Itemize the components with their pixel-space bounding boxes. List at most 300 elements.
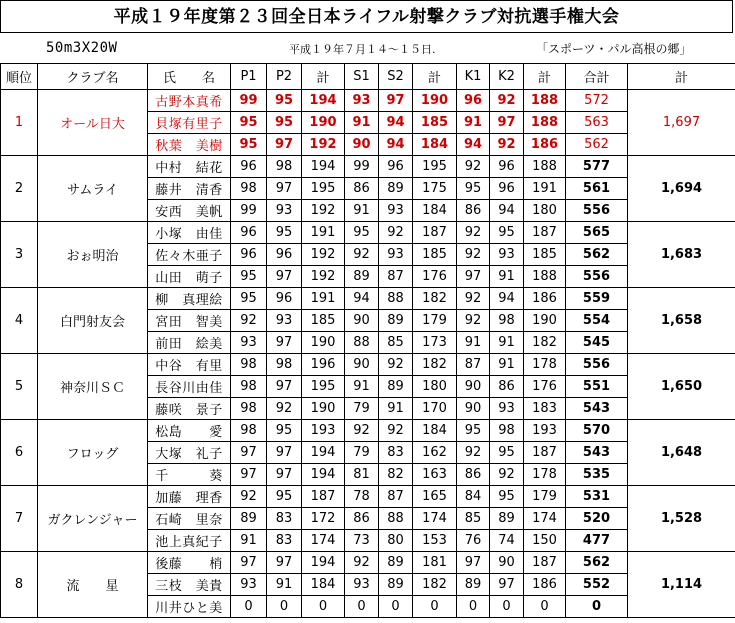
team-total: 1,697 — [628, 90, 735, 156]
score-st: 153 — [413, 530, 457, 552]
score-total: 554 — [566, 310, 628, 332]
score-pt: 174 — [302, 530, 345, 552]
score-p2: 95 — [267, 112, 302, 134]
score-st: 182 — [413, 354, 457, 376]
header-k1: K1 — [457, 64, 490, 90]
club-name: 神奈川ＳＣ — [38, 354, 148, 420]
score-k1: 86 — [457, 200, 490, 222]
score-s1: 94 — [345, 288, 379, 310]
score-p2: 97 — [267, 134, 302, 156]
score-k2: 93 — [490, 244, 524, 266]
score-pt: 195 — [302, 376, 345, 398]
score-p1: 98 — [231, 354, 267, 376]
score-kt: 150 — [524, 530, 566, 552]
score-s1: 88 — [345, 332, 379, 354]
score-s2: 88 — [379, 288, 413, 310]
score-s2: 93 — [379, 200, 413, 222]
event-venue: 「スポーツ・パル高根の郷」 — [536, 42, 692, 56]
header-rank: 順位 — [1, 64, 38, 90]
score-s2: 88 — [379, 508, 413, 530]
score-k2: 95 — [490, 486, 524, 508]
score-p2: 98 — [267, 354, 302, 376]
score-pt: 172 — [302, 508, 345, 530]
score-pt: 194 — [302, 552, 345, 574]
score-pt: 190 — [302, 332, 345, 354]
shooter-name: 三枝 美貴 — [148, 574, 231, 596]
header-team-total: 計 — [628, 64, 735, 90]
score-s1: 90 — [345, 134, 379, 156]
team-total: 1,650 — [628, 354, 735, 420]
score-total: 559 — [566, 288, 628, 310]
header-name: 氏 名 — [148, 64, 231, 90]
score-kt: 188 — [524, 112, 566, 134]
score-pt: 187 — [302, 486, 345, 508]
score-kt: 179 — [524, 486, 566, 508]
score-k1: 97 — [457, 552, 490, 574]
score-kt: 187 — [524, 222, 566, 244]
score-k2: 97 — [490, 112, 524, 134]
score-k1: 92 — [457, 156, 490, 178]
team-rank: 8 — [1, 552, 38, 618]
score-s1: 93 — [345, 574, 379, 596]
team-rank: 1 — [1, 90, 38, 156]
score-k2: 91 — [490, 332, 524, 354]
score-st: 184 — [413, 420, 457, 442]
club-name: サムライ — [38, 156, 148, 222]
shooter-name: 千 葵 — [148, 464, 231, 486]
score-k2: 94 — [490, 200, 524, 222]
shooter-name: 池上真紀子 — [148, 530, 231, 552]
score-k2: 96 — [490, 178, 524, 200]
score-st: 179 — [413, 310, 457, 332]
score-k1: 85 — [457, 508, 490, 530]
score-s2: 0 — [379, 596, 413, 618]
team-rank: 4 — [1, 288, 38, 354]
score-pt: 185 — [302, 310, 345, 332]
score-p1: 98 — [231, 178, 267, 200]
shooter-name: 大塚 礼子 — [148, 442, 231, 464]
score-p1: 93 — [231, 332, 267, 354]
team-rank: 7 — [1, 486, 38, 552]
table-row — [1, 288, 735, 310]
score-total: 545 — [566, 332, 628, 354]
score-k1: 86 — [457, 464, 490, 486]
score-p1: 93 — [231, 574, 267, 596]
score-k1: 90 — [457, 398, 490, 420]
score-p1: 98 — [231, 376, 267, 398]
score-p2: 97 — [267, 552, 302, 574]
score-total: 535 — [566, 464, 628, 486]
score-kt: 188 — [524, 266, 566, 288]
score-kt: 190 — [524, 310, 566, 332]
score-p2: 97 — [267, 178, 302, 200]
score-kt: 174 — [524, 508, 566, 530]
score-st: 184 — [413, 200, 457, 222]
score-k1: 87 — [457, 354, 490, 376]
score-p1: 92 — [231, 310, 267, 332]
score-st: 184 — [413, 134, 457, 156]
header-k-total: 計 — [524, 64, 566, 90]
score-total: 572 — [566, 90, 628, 112]
score-k1: 95 — [457, 178, 490, 200]
score-st: 182 — [413, 288, 457, 310]
score-p1: 99 — [231, 200, 267, 222]
score-total: 556 — [566, 354, 628, 376]
score-k1: 97 — [457, 266, 490, 288]
score-p2: 96 — [267, 288, 302, 310]
club-name: 流 星 — [38, 552, 148, 618]
team-total: 1,114 — [628, 552, 735, 618]
score-s1: 99 — [345, 156, 379, 178]
score-pt: 194 — [302, 156, 345, 178]
score-st: 182 — [413, 574, 457, 596]
score-st: 185 — [413, 112, 457, 134]
shooter-name: 松島 愛 — [148, 420, 231, 442]
score-k1: 92 — [457, 244, 490, 266]
table-row — [1, 156, 735, 178]
header-s1: S1 — [345, 64, 379, 90]
score-k2: 90 — [490, 552, 524, 574]
score-s2: 83 — [379, 442, 413, 464]
score-s2: 87 — [379, 486, 413, 508]
header-individual-total: 合計 — [566, 64, 628, 90]
header-s2: S2 — [379, 64, 413, 90]
team-total: 1,683 — [628, 222, 735, 288]
results-table — [0, 63, 735, 618]
score-pt: 192 — [302, 134, 345, 156]
shooter-name: 藤井 清香 — [148, 178, 231, 200]
score-p1: 98 — [231, 420, 267, 442]
club-name: ガクレンジャー — [38, 486, 148, 552]
score-k1: 92 — [457, 288, 490, 310]
team-rank: 5 — [1, 354, 38, 420]
team-total: 1,528 — [628, 486, 735, 552]
event-info-row — [0, 33, 735, 63]
score-kt: 188 — [524, 156, 566, 178]
score-s1: 86 — [345, 508, 379, 530]
score-k1: 92 — [457, 442, 490, 464]
score-total: 570 — [566, 420, 628, 442]
score-s2: 96 — [379, 156, 413, 178]
score-k1: 92 — [457, 310, 490, 332]
score-kt: 188 — [524, 90, 566, 112]
score-kt: 183 — [524, 398, 566, 420]
results-body — [1, 90, 735, 618]
score-p2: 95 — [267, 486, 302, 508]
shooter-name: 安西 美帆 — [148, 200, 231, 222]
score-k1: 76 — [457, 530, 490, 552]
shooter-name: 佐々木亜子 — [148, 244, 231, 266]
score-p1: 92 — [231, 486, 267, 508]
score-s1: 90 — [345, 354, 379, 376]
shooter-name: 長谷川由佳 — [148, 376, 231, 398]
score-st: 190 — [413, 90, 457, 112]
shooter-name: 柳 真理絵 — [148, 288, 231, 310]
score-kt: 180 — [524, 200, 566, 222]
score-k2: 95 — [490, 442, 524, 464]
score-total: 577 — [566, 156, 628, 178]
score-s2: 85 — [379, 332, 413, 354]
score-pt: 0 — [302, 596, 345, 618]
score-total: 556 — [566, 200, 628, 222]
score-k1: 96 — [457, 90, 490, 112]
score-k2: 92 — [490, 464, 524, 486]
score-s2: 93 — [379, 244, 413, 266]
header-p-total: 計 — [302, 64, 345, 90]
score-p1: 96 — [231, 222, 267, 244]
score-p1: 95 — [231, 112, 267, 134]
score-s2: 87 — [379, 266, 413, 288]
score-st: 0 — [413, 596, 457, 618]
score-s2: 89 — [379, 574, 413, 596]
score-pt: 192 — [302, 200, 345, 222]
score-k1: 89 — [457, 574, 490, 596]
score-k2: 91 — [490, 266, 524, 288]
table-row — [1, 420, 735, 442]
score-total: 562 — [566, 552, 628, 574]
score-s1: 92 — [345, 552, 379, 574]
score-st: 163 — [413, 464, 457, 486]
score-pt: 192 — [302, 266, 345, 288]
score-kt: 176 — [524, 376, 566, 398]
score-p2: 97 — [267, 464, 302, 486]
score-kt: 187 — [524, 442, 566, 464]
table-row — [1, 552, 735, 574]
score-total: 0 — [566, 596, 628, 618]
shooter-name: 秋葉 美樹 — [148, 134, 231, 156]
club-name: 白門射友会 — [38, 288, 148, 354]
score-kt: 178 — [524, 464, 566, 486]
score-p1: 96 — [231, 244, 267, 266]
score-kt: 191 — [524, 178, 566, 200]
score-s2: 92 — [379, 354, 413, 376]
score-s1: 89 — [345, 266, 379, 288]
score-p2: 83 — [267, 508, 302, 530]
score-st: 181 — [413, 552, 457, 574]
score-total: 543 — [566, 398, 628, 420]
event-date: 平成１９年７月１４～１５日. — [289, 43, 436, 56]
shooter-name: 山田 萌子 — [148, 266, 231, 288]
score-pt: 190 — [302, 398, 345, 420]
score-total: 477 — [566, 530, 628, 552]
score-s2: 89 — [379, 552, 413, 574]
score-k1: 84 — [457, 486, 490, 508]
score-s1: 90 — [345, 310, 379, 332]
team-rank: 3 — [1, 222, 38, 288]
score-s2: 94 — [379, 112, 413, 134]
score-total: 552 — [566, 574, 628, 596]
score-s2: 92 — [379, 420, 413, 442]
score-p2: 96 — [267, 244, 302, 266]
score-k2: 98 — [490, 310, 524, 332]
shooter-name: 宮田 智美 — [148, 310, 231, 332]
score-st: 175 — [413, 178, 457, 200]
score-total: 551 — [566, 376, 628, 398]
score-pt: 194 — [302, 464, 345, 486]
club-name: おぉ明治 — [38, 222, 148, 288]
score-p1: 91 — [231, 530, 267, 552]
team-rank: 6 — [1, 420, 38, 486]
score-kt: 187 — [524, 552, 566, 574]
score-p1: 98 — [231, 398, 267, 420]
team-total: 1,648 — [628, 420, 735, 486]
score-p2: 98 — [267, 156, 302, 178]
score-p2: 97 — [267, 332, 302, 354]
score-p2: 92 — [267, 398, 302, 420]
score-k1: 91 — [457, 112, 490, 134]
score-s1: 79 — [345, 398, 379, 420]
score-k2: 91 — [490, 354, 524, 376]
score-p2: 97 — [267, 376, 302, 398]
score-total: 562 — [566, 244, 628, 266]
shooter-name: 古野本真希 — [148, 90, 231, 112]
score-st: 185 — [413, 244, 457, 266]
score-p2: 97 — [267, 442, 302, 464]
table-row — [1, 90, 735, 112]
score-s2: 89 — [379, 310, 413, 332]
club-name: オール日大 — [38, 90, 148, 156]
score-total: 520 — [566, 508, 628, 530]
header-p2: P2 — [267, 64, 302, 90]
score-p2: 93 — [267, 200, 302, 222]
shooter-name: 藤咲 景子 — [148, 398, 231, 420]
score-s1: 91 — [345, 200, 379, 222]
score-k2: 92 — [490, 134, 524, 156]
score-s2: 97 — [379, 90, 413, 112]
score-s2: 92 — [379, 222, 413, 244]
score-st: 176 — [413, 266, 457, 288]
score-kt: 186 — [524, 134, 566, 156]
event-format: 50m3X20W — [46, 40, 118, 56]
score-k2: 98 — [490, 420, 524, 442]
score-pt: 192 — [302, 244, 345, 266]
score-pt: 195 — [302, 178, 345, 200]
score-p2: 95 — [267, 222, 302, 244]
score-total: 531 — [566, 486, 628, 508]
score-s1: 93 — [345, 90, 379, 112]
score-total: 565 — [566, 222, 628, 244]
score-p1: 99 — [231, 90, 267, 112]
header-p1: P1 — [231, 64, 267, 90]
score-st: 195 — [413, 156, 457, 178]
score-total: 563 — [566, 112, 628, 134]
score-pt: 191 — [302, 288, 345, 310]
score-p1: 97 — [231, 464, 267, 486]
score-s1: 79 — [345, 442, 379, 464]
score-st: 174 — [413, 508, 457, 530]
shooter-name: 後藤 梢 — [148, 552, 231, 574]
score-p1: 95 — [231, 288, 267, 310]
score-kt: 186 — [524, 288, 566, 310]
score-k1: 95 — [457, 420, 490, 442]
score-st: 180 — [413, 376, 457, 398]
page-title: 平成１９年度第２３回全日本ライフル射撃クラブ対抗選手権大会 — [0, 0, 733, 33]
score-k2: 89 — [490, 508, 524, 530]
score-kt: 0 — [524, 596, 566, 618]
table-row — [1, 486, 735, 508]
score-kt: 193 — [524, 420, 566, 442]
score-pt: 196 — [302, 354, 345, 376]
score-p1: 96 — [231, 156, 267, 178]
score-total: 556 — [566, 266, 628, 288]
score-pt: 190 — [302, 112, 345, 134]
score-kt: 182 — [524, 332, 566, 354]
score-st: 187 — [413, 222, 457, 244]
score-k2: 0 — [490, 596, 524, 618]
score-k1: 91 — [457, 332, 490, 354]
score-s2: 89 — [379, 178, 413, 200]
score-s2: 94 — [379, 134, 413, 156]
score-s1: 81 — [345, 464, 379, 486]
score-s1: 92 — [345, 244, 379, 266]
score-total: 561 — [566, 178, 628, 200]
score-s1: 91 — [345, 376, 379, 398]
score-k2: 86 — [490, 376, 524, 398]
score-p2: 97 — [267, 266, 302, 288]
score-s1: 91 — [345, 112, 379, 134]
score-pt: 194 — [302, 90, 345, 112]
header-club: クラブ名 — [38, 64, 148, 90]
team-rank: 2 — [1, 156, 38, 222]
score-k2: 96 — [490, 156, 524, 178]
score-pt: 191 — [302, 222, 345, 244]
score-k2: 95 — [490, 222, 524, 244]
score-k1: 90 — [457, 376, 490, 398]
score-kt: 185 — [524, 244, 566, 266]
score-s1: 86 — [345, 178, 379, 200]
shooter-name: 石崎 里奈 — [148, 508, 231, 530]
score-k2: 92 — [490, 90, 524, 112]
shooter-name: 川井ひと美 — [148, 596, 231, 618]
score-st: 170 — [413, 398, 457, 420]
score-p2: 83 — [267, 530, 302, 552]
score-s1: 73 — [345, 530, 379, 552]
score-p2: 93 — [267, 310, 302, 332]
score-s1: 78 — [345, 486, 379, 508]
header-k2: K2 — [490, 64, 524, 90]
club-name: フロッグ — [38, 420, 148, 486]
score-s2: 91 — [379, 398, 413, 420]
header-s-total: 計 — [413, 64, 457, 90]
score-pt: 194 — [302, 442, 345, 464]
score-k1: 94 — [457, 134, 490, 156]
team-total: 1,658 — [628, 288, 735, 354]
score-p1: 0 — [231, 596, 267, 618]
score-k2: 97 — [490, 574, 524, 596]
score-p1: 97 — [231, 552, 267, 574]
score-p1: 95 — [231, 266, 267, 288]
table-row — [1, 354, 735, 376]
score-st: 165 — [413, 486, 457, 508]
score-s2: 89 — [379, 376, 413, 398]
score-p2: 95 — [267, 420, 302, 442]
score-p2: 95 — [267, 90, 302, 112]
table-row — [1, 222, 735, 244]
score-p1: 95 — [231, 134, 267, 156]
header-row — [1, 64, 735, 90]
shooter-name: 貝塚有里子 — [148, 112, 231, 134]
score-pt: 184 — [302, 574, 345, 596]
score-kt: 178 — [524, 354, 566, 376]
score-k1: 92 — [457, 222, 490, 244]
score-total: 562 — [566, 134, 628, 156]
score-p2: 91 — [267, 574, 302, 596]
score-p1: 89 — [231, 508, 267, 530]
score-s1: 0 — [345, 596, 379, 618]
score-st: 173 — [413, 332, 457, 354]
score-k2: 74 — [490, 530, 524, 552]
score-total: 543 — [566, 442, 628, 464]
